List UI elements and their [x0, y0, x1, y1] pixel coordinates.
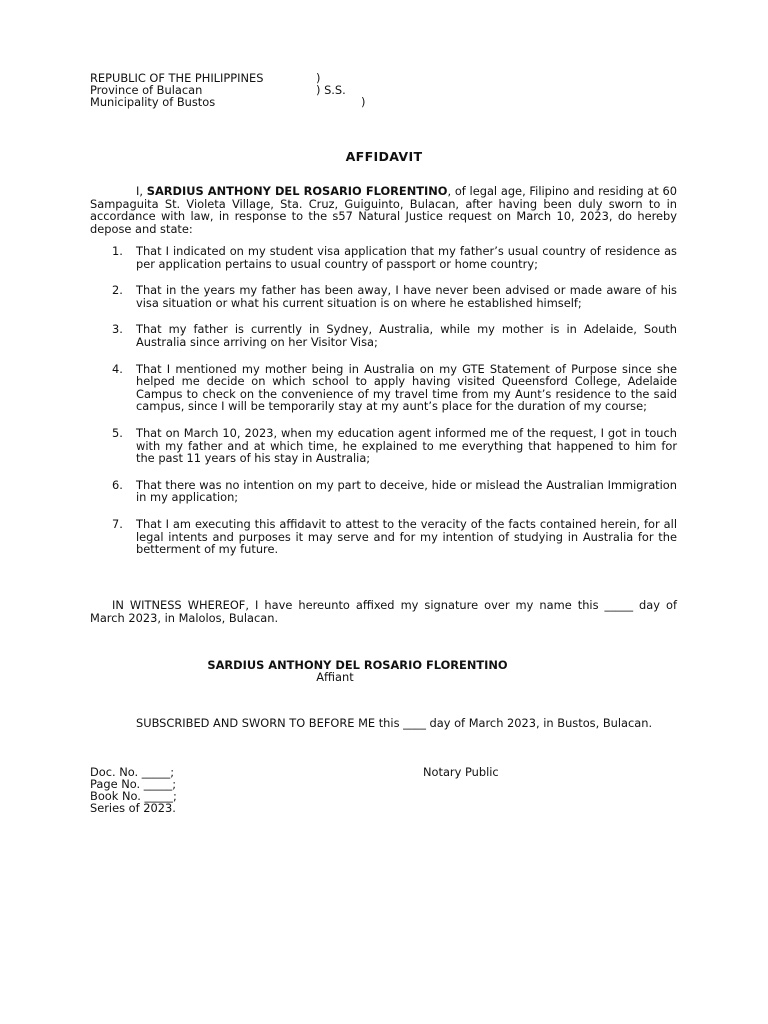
series-year: Series of 2023.: [90, 801, 176, 815]
intro-prefix: I,: [136, 184, 147, 198]
item-text: That I mentioned my mother being in Australia on my GTE Statement of Purpose since she helped me decide on which school to apply having visited Queensford College, Adelaide Campus to check on the convenience of my travel time from my Aunt’s residence to the said campus, since I will be temporarily stay at my aunt’s place for the duration of my course;: [136, 361, 677, 414]
item-number: 2.: [112, 283, 123, 298]
witness-paragraph: IN WITNESS WHEREOF, I have hereunto affixed my signature over my name this _____ day of March 2023, in Malolos, Bulacan.: [90, 598, 677, 625]
document-title: AFFIDAVIT: [345, 149, 423, 164]
caption-paren-ss: ) S.S.: [316, 83, 346, 98]
list-item: [90, 284, 677, 309]
item-text: That my father is currently in Sydney, Australia, while my mother is in Adelaide, South Australia since arriving on her Visitor Visa;: [136, 322, 677, 349]
list-item: [90, 363, 677, 413]
venue-caption: [90, 72, 410, 109]
affiant-label: Affiant: [316, 670, 354, 684]
item-number: 5.: [112, 425, 123, 440]
statement-list: [90, 245, 677, 556]
doc-number: Doc. No. _____;: [90, 765, 175, 779]
item-number: 1.: [112, 244, 123, 258]
affiant-signature-name: SARDIUS ANTHONY DEL ROSARIO FLORENTINO: [207, 658, 508, 672]
item-number: 3.: [112, 322, 123, 337]
item-text: That I indicated on my student visa application that my father’s usual country of residence as per application pertains to usual country of passport or home country;: [136, 244, 677, 271]
list-item: [90, 427, 677, 465]
intro-body: , of legal age, Filipino and residing at 60 Sampaguita St. Violeta Village, Sta. Cruz, Guiguinto, Bulacan, after having been duly sworn to in accordance with law, in response to the s57 Natural Justice request on March 10, 2023, do hereby depose and state:: [90, 184, 677, 236]
caption-line-municipality: [90, 96, 410, 108]
caption-paren: ): [316, 71, 321, 85]
list-item: [90, 323, 677, 348]
notary-public-label: Notary Public: [423, 765, 499, 779]
caption-paren: ): [361, 95, 366, 110]
list-item: [90, 245, 677, 270]
item-text: That I am executing this affidavit to attest to the veracity of the facts contained herein, for all legal intents and purposes it may serve and for my intention of studying in Australia for the betterment of my future.: [136, 516, 677, 557]
item-text: That there was no intention on my part to deceive, hide or mislead the Australian Immigration in my application;: [136, 477, 677, 505]
intro-paragraph: [90, 185, 677, 235]
item-number: 4.: [112, 361, 123, 376]
item-text: That on March 10, 2023, when my education agent informed me of the request, I got in touch with my father and at which time, he explained to me everything that happened to him for the past 11 years of his stay in Australia;: [136, 425, 677, 466]
caption-text: Municipality of Bustos: [90, 95, 216, 110]
jurat-paragraph: SUBSCRIBED AND SWORN TO BEFORE ME this ____ day of March 2023, in Bustos, Bulacan.: [136, 716, 653, 730]
item-number: 7.: [112, 516, 123, 531]
item-number: 6.: [112, 477, 123, 492]
caption-text: REPUBLIC OF THE PHILIPPINES: [90, 71, 264, 85]
page-number: Page No. _____;: [90, 777, 177, 791]
book-number: Book No. _____;: [90, 789, 177, 803]
affiant-name-inline: SARDIUS ANTHONY DEL ROSARIO FLORENTINO: [146, 184, 448, 198]
caption-text: Province of Bulacan: [90, 83, 203, 98]
notarial-register: [90, 766, 177, 814]
list-item: [90, 518, 677, 556]
list-item: [90, 479, 677, 504]
item-text: That in the years my father has been away, I have never been advised or made aware of his visa situation or what his current situation is on where he established himself;: [136, 283, 677, 310]
